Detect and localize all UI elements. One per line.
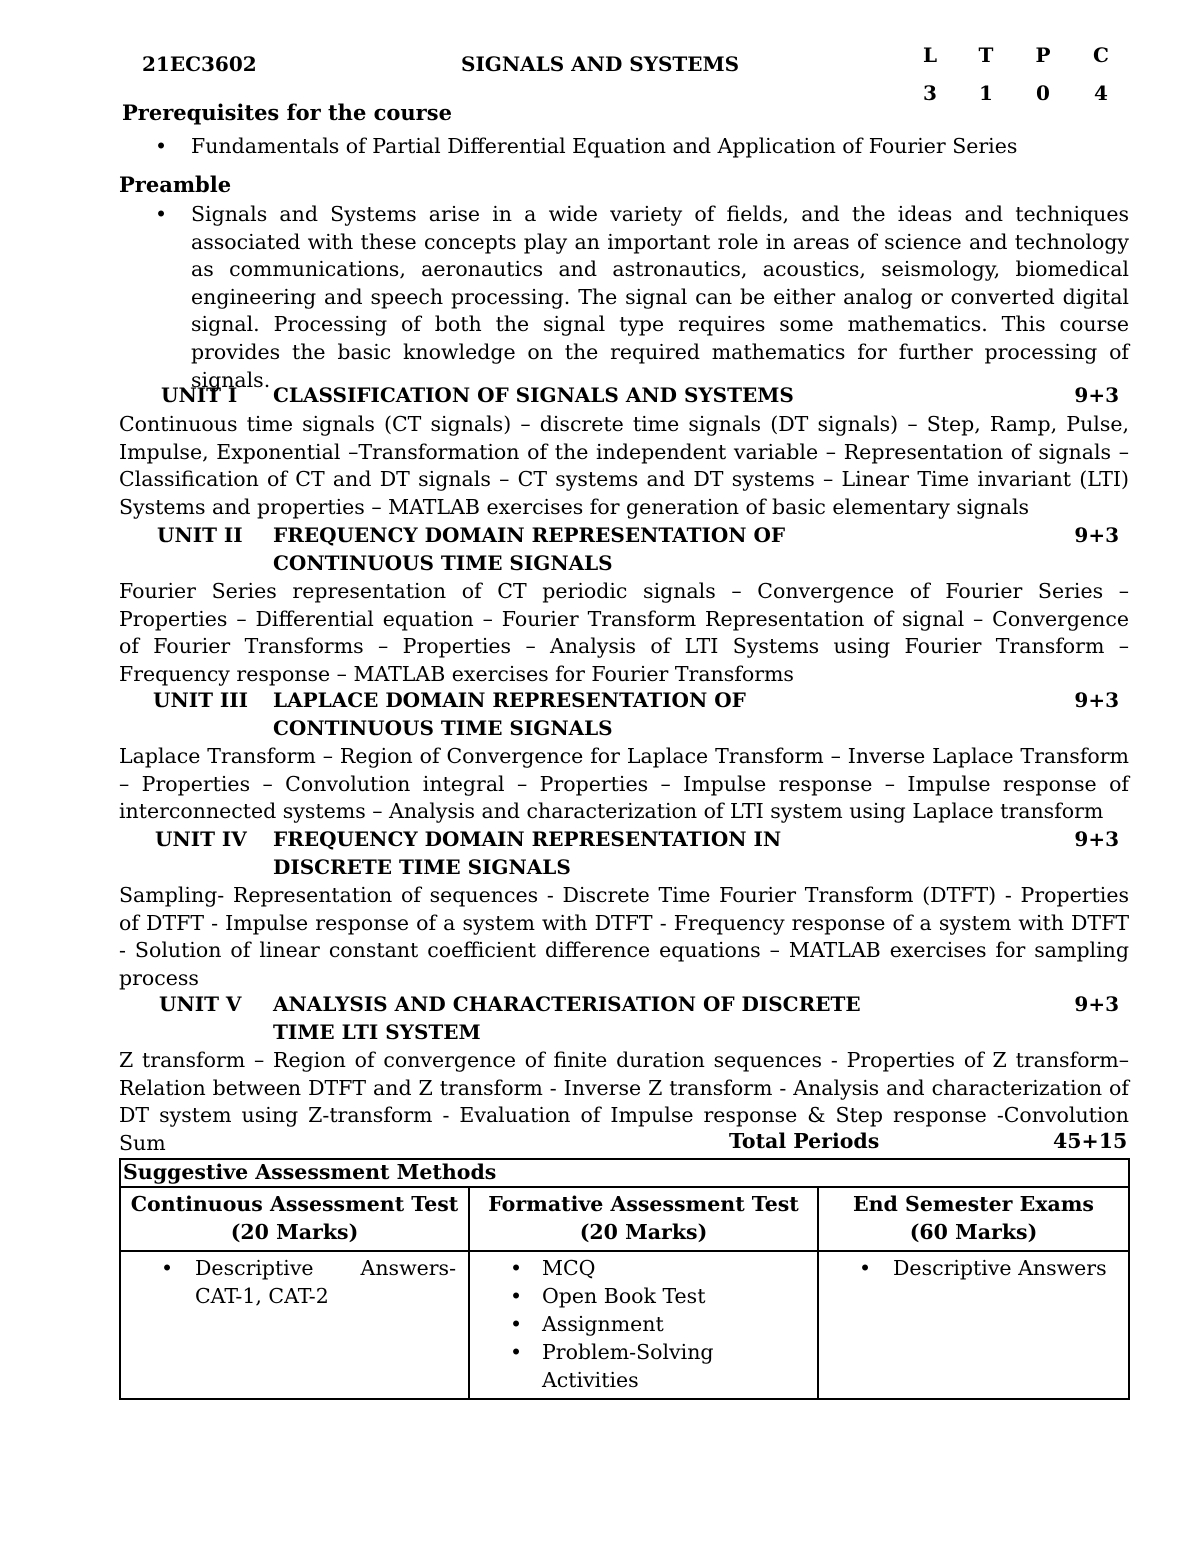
list-item: • Open Book Test — [472, 1282, 815, 1310]
unit-content: Fourier Series representation of CT periodic signals – Convergence of Fourier Series – Properties – Differential equation – Fourier Transform Representation of signal – Convergence of Fourier Transforms – Properties – Analysis of LTI Systems using Fourier Transform – Frequency response – MATLAB exercises for Fourier Transforms — [119, 579, 1129, 686]
ltpc-c: C 4 — [1093, 43, 1109, 105]
unit-number: UNIT I — [161, 383, 238, 407]
list-item: • Descriptive Answers — [821, 1254, 1126, 1282]
preamble-text: Signals and Systems arise in a wide variety of fields, and the ideas and techniques associated with these concepts play an important role in areas of science and technology as communications, aeronautics and astronautics, acoustics, seismology, biomedical engineering and speech processing. The signal can be either analog or converted digital signal. Processing of both the signal type requires some mathematics. This course provides the basic knowledge on the required mathematics for further processing of signals. — [191, 202, 1129, 392]
unit-number: UNIT IV — [155, 827, 247, 851]
assessment-table — [119, 1158, 1130, 1400]
prerequisites-heading: Prerequisites for the course — [122, 100, 452, 125]
unit-hours: 9+3 — [1074, 688, 1119, 712]
assessment-cell — [818, 1251, 1129, 1399]
unit-hours: 9+3 — [1074, 523, 1119, 547]
unit-number: UNIT II — [157, 523, 243, 547]
preamble-heading: Preamble — [119, 172, 232, 197]
unit-number: UNIT V — [159, 992, 242, 1016]
list-item: • Problem-Solving Activities — [472, 1338, 815, 1394]
total-periods-value: 45+15 — [1053, 1129, 1128, 1153]
unit-title: LAPLACE DOMAIN REPRESENTATION OF CONTINUOUS TIME SIGNALS — [273, 688, 746, 740]
unit-content: Continuous time signals (CT signals) – discrete time signals (DT signals) – Step, Ramp, Pulse, Impulse, Exponential –Transformation of the independent variable – Representation of signals – Classification of CT and DT signals – CT systems and DT systems – Linear Time invariant (LTI) Systems and properties – MATLAB exercises for generation of basic elementary signals — [119, 412, 1129, 519]
course-code: 21EC3602 — [142, 52, 257, 76]
unit-content: Z transform – Region of convergence of finite duration sequences - Properties of Z transform– Relation between DTFT and Z transform - Inverse Z transform - Analysis and characterization of DT system using Z-transform - Evaluation of Impulse response & Step response -Convolution Sum — [119, 1048, 1129, 1155]
unit-number: UNIT III — [153, 688, 248, 712]
ltpc-t: T 1 — [978, 43, 994, 105]
unit-title: ANALYSIS AND CHARACTERISATION OF DISCRETE TIME LTI SYSTEM — [273, 992, 861, 1044]
unit-title: CLASSIFICATION OF SIGNALS AND SYSTEMS — [273, 383, 794, 407]
unit-title: FREQUENCY DOMAIN REPRESENTATION OF CONTINUOUS TIME SIGNALS — [273, 523, 786, 575]
assessment-caption: Suggestive Assessment Methods — [120, 1159, 1129, 1187]
total-periods-label: Total Periods — [729, 1129, 880, 1153]
unit-content: Laplace Transform – Region of Convergence for Laplace Transform – Inverse Laplace Transform – Properties – Convolution integral – Properties – Impulse response – Impulse response of interconnected systems – Analysis and characterization of LTI system using Laplace transform — [119, 744, 1129, 824]
assessment-cell — [120, 1251, 469, 1399]
list-item: • Descriptive Answers- CAT-1, CAT-2 — [123, 1254, 466, 1310]
list-item: • MCQ — [472, 1254, 815, 1282]
unit-content: Sampling- Representation of sequences - Discrete Time Fourier Transform (DTFT) - Properties of DTFT - Impulse response of a system with DTFT - Frequency response of a system with DTFT - Solution of linear constant coefficient difference equations – MATLAB exercises for sampling process — [119, 883, 1129, 990]
unit-hours: 9+3 — [1074, 992, 1119, 1016]
unit-hours: 9+3 — [1074, 383, 1119, 407]
assessment-column-header: Continuous Assessment Test (20 Marks) — [120, 1187, 469, 1251]
bullet-icon: • — [155, 134, 168, 158]
unit-title: FREQUENCY DOMAIN REPRESENTATION IN DISCRETE TIME SIGNALS — [273, 827, 782, 879]
unit-hours: 9+3 — [1074, 827, 1119, 851]
assessment-cell — [469, 1251, 818, 1399]
bullet-icon: • — [155, 202, 168, 226]
list-item: • Assignment — [472, 1310, 815, 1338]
ltpc-l: L 3 — [922, 43, 938, 105]
assessment-column-header: Formative Assessment Test (20 Marks) — [469, 1187, 818, 1251]
ltpc-p: P 0 — [1035, 43, 1051, 105]
assessment-column-header: End Semester Exams (60 Marks) — [818, 1187, 1129, 1251]
course-title: SIGNALS AND SYSTEMS — [461, 52, 740, 76]
